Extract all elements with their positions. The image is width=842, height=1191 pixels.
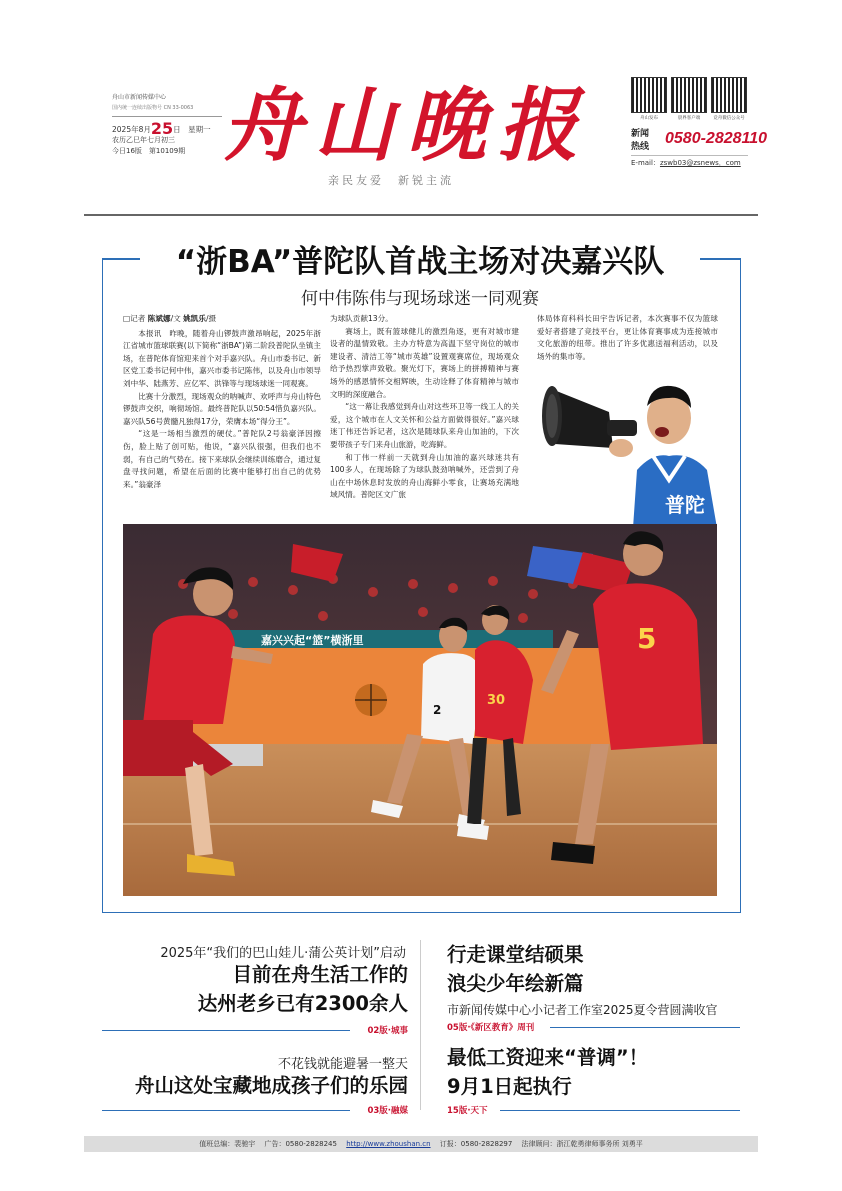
qr-code-icon	[671, 77, 707, 113]
section-rule	[102, 1030, 350, 1031]
byline-writer: 陈斌娜	[147, 314, 171, 323]
hotline-label	[631, 128, 649, 154]
section-rule	[500, 1110, 740, 1111]
teaser-1-section[interactable]: 02版·城事	[367, 1026, 408, 1036]
footer-legal: 法律顾问：浙江乾勇律师事务所 刘勇平	[521, 1140, 643, 1148]
teaser-1-headline-2[interactable]: 达州老乡已有2300余人	[197, 992, 408, 1015]
date-day: 25	[150, 119, 174, 138]
footer-url[interactable]: http://www.zhoushan.cn	[346, 1140, 431, 1148]
teaser-2-headline[interactable]: 舟山这处宝藏地成孩子们的乐园	[134, 1074, 408, 1097]
fan-illustration	[541, 360, 721, 528]
slogan: 亲民友爱 新锐主流	[328, 174, 454, 187]
teaser-3-section[interactable]: 05版·《新区教育》周刊	[447, 1023, 535, 1033]
article-column-2	[330, 313, 519, 502]
jersey-text: 2	[433, 703, 442, 717]
issue-date	[112, 119, 222, 138]
footer-bar	[84, 1136, 758, 1152]
teaser-3-deck: 市新闻传媒中心小记者工作室2025夏令营圆满收官	[447, 1003, 718, 1017]
edition-info: 今日16版 第10109期	[112, 147, 186, 155]
jersey-number: 5	[637, 622, 657, 655]
teaser-3-headline-1[interactable]: 行走课堂结硕果	[447, 943, 584, 966]
game-illustration	[123, 524, 717, 896]
paragraph: “这是一场相当激烈的硬仗。”普陀队2号翁豪泽因擦伤，脸上贴了创可贴，他说，“嘉兴队很强，但我们也不弱，有自己的气势在。接下来球队会继续训练磨合，通过复盘寻找问题，希望在后面的比赛中能够打出自己的优势来。”翁豪泽	[123, 429, 321, 489]
paragraph: 本报讯 昨晚，随着舟山锣鼓声激昂响起，2025年浙江省城市篮球联赛(以下简称“浙BA”)第二阶段普陀队坐镇主场，在普陀体育馆迎来首个对手嘉兴队。舟山市委书记、新区党工委书记何中伟，嘉兴市委书记陈伟，以及舟山市领导刘中华、陆燕芳、应亿军、洪锋等与现场球迷一同观赛。	[123, 328, 321, 388]
qr-code-icon	[711, 77, 747, 113]
qr-code-3[interactable]	[711, 77, 747, 121]
paragraph: 赛场上，既有篮球健儿的激烈角逐，更有对城市建设者的温情致敬。主办方特意为高温下坚守岗位的城市建设者、清洁工等“城市英雄”设置观赛席位，现场观众给予热烈掌声致敬。聚光灯下，赛场上的拼搏精神与赛场外的感恩情怀交相辉映，生动诠释了体育精神与城市文明的深度融合。	[330, 326, 519, 399]
email-label: E-mail：	[631, 159, 660, 167]
teaser-1-kicker: 2025年“我们的巴山娃儿·蒲公英计划”启动	[160, 946, 406, 961]
divider	[631, 155, 748, 156]
teaser-3-headline-2[interactable]: 浪尖少年绘新篇	[447, 972, 584, 995]
hotline-label-2: 热线	[631, 142, 650, 152]
masthead-rule	[84, 214, 758, 216]
lunar-date: 农历乙巳年七月初三	[112, 136, 175, 144]
email[interactable]	[631, 158, 741, 168]
article-column-1	[123, 313, 321, 491]
byline-prefix: □记者	[123, 314, 146, 323]
teaser-1-headline-1[interactable]: 目前在舟生活工作的	[232, 963, 408, 986]
qr-label: 竞舟微信公众号	[713, 116, 745, 121]
paragraph: 体局体育科科长田宇告诉记者，本次赛事不仅为篮球爱好者搭建了竞技平台，更让体育赛事成为连接城市文化旅游的纽带。推出了许多优惠送福利活动，以及场外的集市等。	[537, 314, 718, 361]
basketball-game-photo	[123, 524, 717, 896]
megaphone-icon	[542, 386, 637, 448]
lead-subhead: 何中伟陈伟与现场球迷一同观赛	[301, 289, 539, 309]
footer-ad: 广告：0580-2828245	[264, 1140, 337, 1148]
date-prefix: 2025年8月	[112, 125, 151, 134]
byline	[123, 313, 321, 326]
qr-code-1[interactable]	[631, 77, 667, 121]
footer-subscribe: 订报：0580-2828297	[439, 1140, 513, 1148]
masthead-info	[112, 92, 222, 157]
qr-label: 舟山发布	[640, 116, 658, 121]
section-rule	[550, 1027, 740, 1028]
hotline-number[interactable]: 0580-2828110	[665, 130, 768, 147]
teaser-2-section[interactable]: 03版·融媒	[367, 1106, 408, 1116]
lead-headline[interactable]: “浙BA”普陀队首战主场对决嘉兴队	[175, 244, 665, 280]
qr-code-2[interactable]	[671, 77, 707, 121]
teaser-4-section[interactable]: 15版·天下	[447, 1106, 488, 1116]
jersey-number: 30	[487, 693, 506, 708]
byline-photographer: 姚凯乐	[183, 314, 206, 323]
fan-megaphone-photo	[541, 360, 721, 528]
qr-code-icon	[631, 77, 667, 113]
date-suffix: 日 星期一	[173, 125, 211, 134]
byline-writer-role: /文	[170, 314, 181, 323]
article-column-3	[537, 313, 718, 363]
registration-number: 国内统一连续出版物号 CN 33-0063	[112, 103, 222, 117]
paragraph: 和丁伟一样前一天就到舟山加油的嘉兴球迷共有100多人，在现场除了为球队鼓劲呐喊外，还尝到了舟山在中场休息时发放的舟山海鲜小零食，让赛场充满地域风情。普陀区文广旅	[330, 452, 519, 500]
paragraph: 比赛十分激烈，现场观众的呐喊声、欢呼声与舟山特色锣鼓声交织，响彻场馆。最终普陀队以50∶54惜负嘉兴队。嘉兴队56号黄髓凡独得17分，荣膺本场“得分王”。	[123, 391, 321, 426]
jersey-text: 普陀	[665, 493, 705, 517]
publisher-name: 舟山市新闻传媒中心	[112, 94, 167, 101]
paragraph: 为球队贡献13分。	[330, 314, 393, 323]
byline-photographer-role: /摄	[205, 314, 217, 323]
arena-banner-text: 嘉兴兴起“篮”横浙里	[261, 634, 364, 647]
teaser-4-headline-2[interactable]: 9月1日起执行	[447, 1075, 572, 1098]
footer-editor: 值班总编：裴驰宇	[199, 1140, 256, 1148]
teaser-4-headline-1[interactable]: 最低工资迎来“普调”！	[447, 1046, 649, 1069]
section-rule	[102, 1110, 350, 1111]
teaser-2-kicker: 不花钱就能避暑一整天	[277, 1057, 408, 1072]
column-divider	[420, 940, 421, 1110]
paragraph: “这一幕让我感觉到舟山对这些环卫等一线工人的关爱，这个城市在人文关怀和公益方面做得很好。”嘉兴球迷丁伟还告诉记者，这次是随球队来舟山加油的，下次要带孩子专门来舟山旅游，吃海鲜。	[330, 402, 519, 449]
qr-label: 晨界客户端	[677, 116, 701, 121]
email-address[interactable]: zswb03@zsnews．com	[659, 159, 741, 167]
hotline-label-1: 新闻	[631, 129, 650, 139]
newspaper-logo: 舟山晚报	[222, 78, 590, 172]
